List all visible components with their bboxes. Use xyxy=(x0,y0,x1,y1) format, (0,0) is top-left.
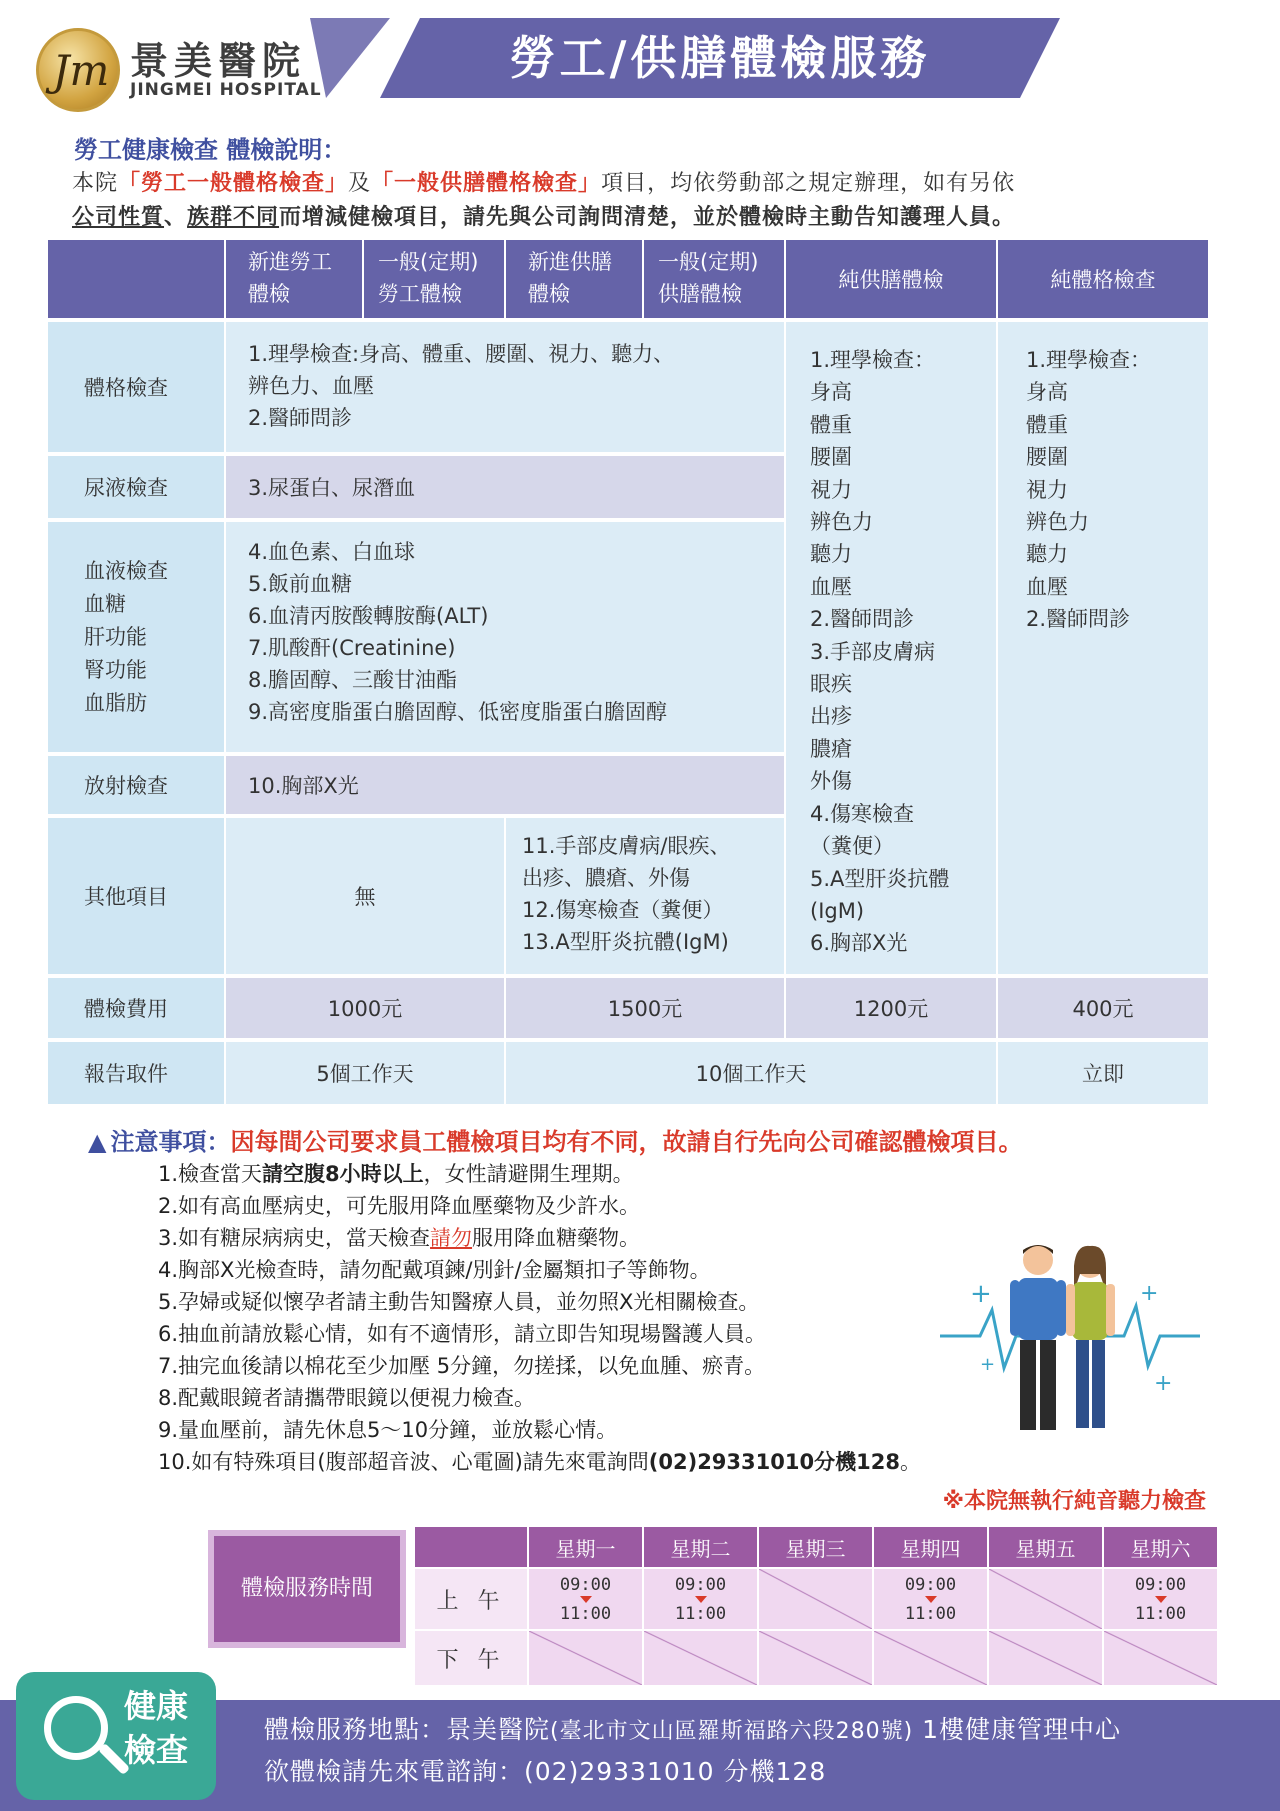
note-text: 3.如有糖尿病病史，當天檢查 xyxy=(158,1226,431,1250)
badge-text xyxy=(124,1684,188,1772)
schedule-wed-pm-closed xyxy=(758,1630,873,1686)
schedule-corner xyxy=(414,1526,528,1568)
header-new-labor: 新進勞工 體檢 xyxy=(226,240,362,318)
schedule-day-wed: 星期三 xyxy=(758,1526,873,1568)
header-new-catering: 新進供膳 體檢 xyxy=(506,240,642,318)
intro-underline-group: 族群不同 xyxy=(187,205,280,230)
hospital-name-zh: 景美醫院 xyxy=(130,38,307,83)
row-label-physical: 體格檢查 xyxy=(48,322,224,452)
row-label-xray: 放射檢查 xyxy=(48,756,224,814)
schedule-day-fri: 星期五 xyxy=(988,1526,1103,1568)
schedule-label xyxy=(208,1530,406,1648)
cell-other-catering: 11.手部皮膚病/眼疾、 出疹、膿瘡、外傷 12.傷寒檢查（糞便） 13.A型肝炎抗體(IgM) xyxy=(506,818,784,974)
plus-icon: + xyxy=(1140,1281,1159,1306)
time-start: 09:00 xyxy=(674,1574,727,1595)
intro-text: 項目，均依勞動部之規定辦理，如有另依 xyxy=(601,171,1016,196)
note-emphasis: 請空腹8小時以上 xyxy=(262,1162,424,1186)
note-7: 7.抽完血後請以棉花至少加壓 5分鐘，勿搓揉，以免血腫、瘀青。 xyxy=(158,1354,766,1378)
row-label-other: 其他項目 xyxy=(48,818,224,974)
page-header xyxy=(0,0,1280,110)
time-end: 11:00 xyxy=(904,1603,957,1624)
schedule-day-sat: 星期六 xyxy=(1103,1526,1218,1568)
time-end: 11:00 xyxy=(559,1603,612,1624)
fee-catering: 1500元 xyxy=(506,978,784,1038)
note-phone: (02)29331010分機128 xyxy=(648,1450,900,1474)
hospital-name-en: JINGMEI HOSPITAL xyxy=(130,80,322,100)
report-pure-physical: 立即 xyxy=(998,1042,1208,1104)
row-label-urine: 尿液檢查 xyxy=(48,456,224,518)
intro-text: 、 xyxy=(164,205,188,230)
arrow-down-icon xyxy=(1155,1596,1167,1603)
time-end: 11:00 xyxy=(1134,1603,1187,1624)
cell-other-labor: 無 xyxy=(226,818,504,974)
page-title: 勞工/供膳體檢服務 xyxy=(509,31,931,85)
schedule-fri-pm-closed xyxy=(988,1630,1103,1686)
schedule-wed-am-closed xyxy=(758,1568,873,1630)
note-text: 1.檢查當天 xyxy=(158,1162,263,1186)
time-start: 09:00 xyxy=(904,1574,957,1595)
man-legs xyxy=(1020,1340,1036,1430)
cell-xray-items: 10.胸部X光 xyxy=(226,756,784,814)
note-1 xyxy=(158,1158,634,1188)
logo-mark: Jm xyxy=(52,46,110,95)
cell-physical-items: 1.理學檢查:身高、體重、腰圍、視力、聽力、 辨色力、血壓 2.醫師問診 xyxy=(226,322,784,452)
intro-text: 本院 xyxy=(72,171,119,196)
row-label-report: 報告取件 xyxy=(48,1042,224,1104)
header-pure-catering: 純供膳體檢 xyxy=(786,240,996,318)
header-regular-labor: 一般(定期) 勞工體檢 xyxy=(364,240,504,318)
note-text: 服用降血糖藥物。 xyxy=(472,1226,641,1250)
note-9: 9.量血壓前，請先休息5～10分鐘，並放鬆心情。 xyxy=(158,1418,618,1442)
fee-pure-physical: 400元 xyxy=(998,978,1208,1038)
schedule-sat-pm-closed xyxy=(1103,1630,1218,1686)
note-text: ，女性請避開生理期。 xyxy=(423,1162,634,1186)
arrow-down-icon xyxy=(925,1596,937,1603)
intro-line-1 xyxy=(72,166,1015,197)
report-catering: 10個工作天 xyxy=(506,1042,996,1104)
footer-address xyxy=(264,1710,1121,1746)
note-4: 4.胸部X光檢查時，請勿配戴項鍊/別針/金屬類扣子等飾物。 xyxy=(158,1258,711,1282)
header-regular-catering: 一般(定期) 供膳體檢 xyxy=(644,240,784,318)
cell-pure-catering-items: 1.理學檢查： 身高 體重 腰圍 視力 辨色力 聽力 血壓 2.醫師問診 3.手部皮膚病 眼疾 出疹 膿瘡 外傷 4.傷寒檢查 （糞便） 5.A型肝炎抗體 (IgM) 6.胸部X光 xyxy=(786,322,996,974)
notes-title xyxy=(88,1122,1022,1157)
arrow-down-icon xyxy=(695,1596,707,1603)
schedule-pm-label: 下 午 xyxy=(414,1630,528,1686)
cell-pure-physical-items: 1.理學檢查： 身高 體重 腰圍 視力 辨色力 聽力 血壓 2.醫師問診 xyxy=(998,322,1208,974)
schedule-fri-am-closed xyxy=(988,1568,1103,1630)
schedule-mon-pm-closed xyxy=(528,1630,643,1686)
time-end: 11:00 xyxy=(674,1603,727,1624)
plus-icon: + xyxy=(970,1279,992,1309)
schedule-day-tue: 星期二 xyxy=(643,1526,758,1568)
row-label-blood: 血液檢查 血糖 肝功能 腎功能 血脂肪 xyxy=(48,522,224,752)
time-start: 09:00 xyxy=(559,1574,612,1595)
badge-line-1: 健康 xyxy=(124,1687,189,1725)
fee-labor: 1000元 xyxy=(226,978,504,1038)
plus-icon: + xyxy=(1154,1371,1173,1396)
address-label: 體檢服務地點：景美醫院 xyxy=(264,1715,551,1744)
people-illustration xyxy=(940,1240,1200,1440)
note-10 xyxy=(158,1446,921,1476)
footnote-no-audiometry: ※本院無執行純音聽力檢查 xyxy=(942,1489,1206,1514)
woman-legs xyxy=(1076,1340,1089,1428)
notes-heading: 注意事項： xyxy=(110,1128,231,1156)
intro-highlight-labor: 「勞工一般體格檢查」 xyxy=(118,171,349,196)
intro-heading: 勞工健康檢查 體檢說明： xyxy=(74,136,347,164)
cell-blood-items: 4.血色素、白血球 5.飯前血糖 6.血清丙胺酸轉胺酶(ALT) 7.肌酸酐(Creatinine) 8.膽固醇、三酸甘油酯 9.高密度脂蛋白膽固醇、低密度脂蛋白膽固醇 xyxy=(226,522,784,752)
note-text: 。 xyxy=(899,1450,921,1474)
schedule-tue-am xyxy=(643,1568,758,1630)
address-floor: 1樓健康管理中心 xyxy=(922,1715,1122,1744)
address-detail: (臺北市文山區羅斯福路六段280號) xyxy=(550,1719,914,1744)
note-3 xyxy=(158,1222,640,1252)
schedule-am-label: 上 午 xyxy=(414,1568,528,1630)
hospital-logo xyxy=(36,28,120,112)
arrow-down-icon xyxy=(580,1596,592,1603)
note-6: 6.抽血前請放鬆心情，如有不適情形，請立即告知現場醫護人員。 xyxy=(158,1322,767,1346)
schedule-day-thu: 星期四 xyxy=(873,1526,988,1568)
schedule-sat-am xyxy=(1103,1568,1218,1630)
plus-icon: + xyxy=(980,1354,996,1375)
triangle-icon: ▲ xyxy=(88,1128,107,1156)
schedule-tue-pm-closed xyxy=(643,1630,758,1686)
intro-line-2 xyxy=(72,200,1015,231)
cell-urine-items: 3.尿蛋白、尿潛血 xyxy=(226,456,784,518)
schedule-mon-am xyxy=(528,1568,643,1630)
intro-text: 而增減健檢項目，請先與公司詢問清楚，並於體檢時主動告知護理人員。 xyxy=(279,205,1016,230)
woman-shirt xyxy=(1072,1282,1108,1340)
title-slash-decoration xyxy=(310,18,390,98)
header-pure-physical: 純體格檢查 xyxy=(998,240,1208,318)
badge-line-2: 檢查 xyxy=(124,1731,189,1769)
intro-underline-company: 公司性質 xyxy=(72,205,165,230)
time-start: 09:00 xyxy=(1134,1574,1187,1595)
note-8: 8.配戴眼鏡者請攜帶眼鏡以便視力檢查。 xyxy=(158,1386,536,1410)
schedule-label-text: 體檢服務時間 xyxy=(240,1576,373,1601)
note-5: 5.孕婦或疑似懷孕者請主動告知醫療人員，並勿照X光相關檢查。 xyxy=(158,1290,760,1314)
schedule-thu-am xyxy=(873,1568,988,1630)
schedule-thu-pm-closed xyxy=(873,1630,988,1686)
schedule-day-mon: 星期一 xyxy=(528,1526,643,1568)
intro-text: 及 xyxy=(348,171,372,196)
man-shirt xyxy=(1018,1278,1058,1340)
report-labor: 5個工作天 xyxy=(226,1042,504,1104)
health-check-badge xyxy=(16,1672,216,1800)
table-header-blank xyxy=(48,240,224,318)
intro-highlight-catering: 「一般供膳體格檢查」 xyxy=(371,171,602,196)
note-2: 2.如有高血壓病史，可先服用降血壓藥物及少許水。 xyxy=(158,1194,641,1218)
footer-phone: 欲體檢請先來電諮詢：(02)29331010 分機128 xyxy=(264,1757,827,1786)
note-text: 10.如有特殊項目(腹部超音波、心電圖)請先來電詢問 xyxy=(158,1450,649,1474)
notes-warning: 因每間公司要求員工體檢項目均有不同，故請自行先向公司確認體檢項目。 xyxy=(230,1128,1023,1156)
note-emphasis: 請勿 xyxy=(430,1226,473,1250)
row-label-fee: 體檢費用 xyxy=(48,978,224,1038)
fee-pure-catering: 1200元 xyxy=(786,978,996,1038)
